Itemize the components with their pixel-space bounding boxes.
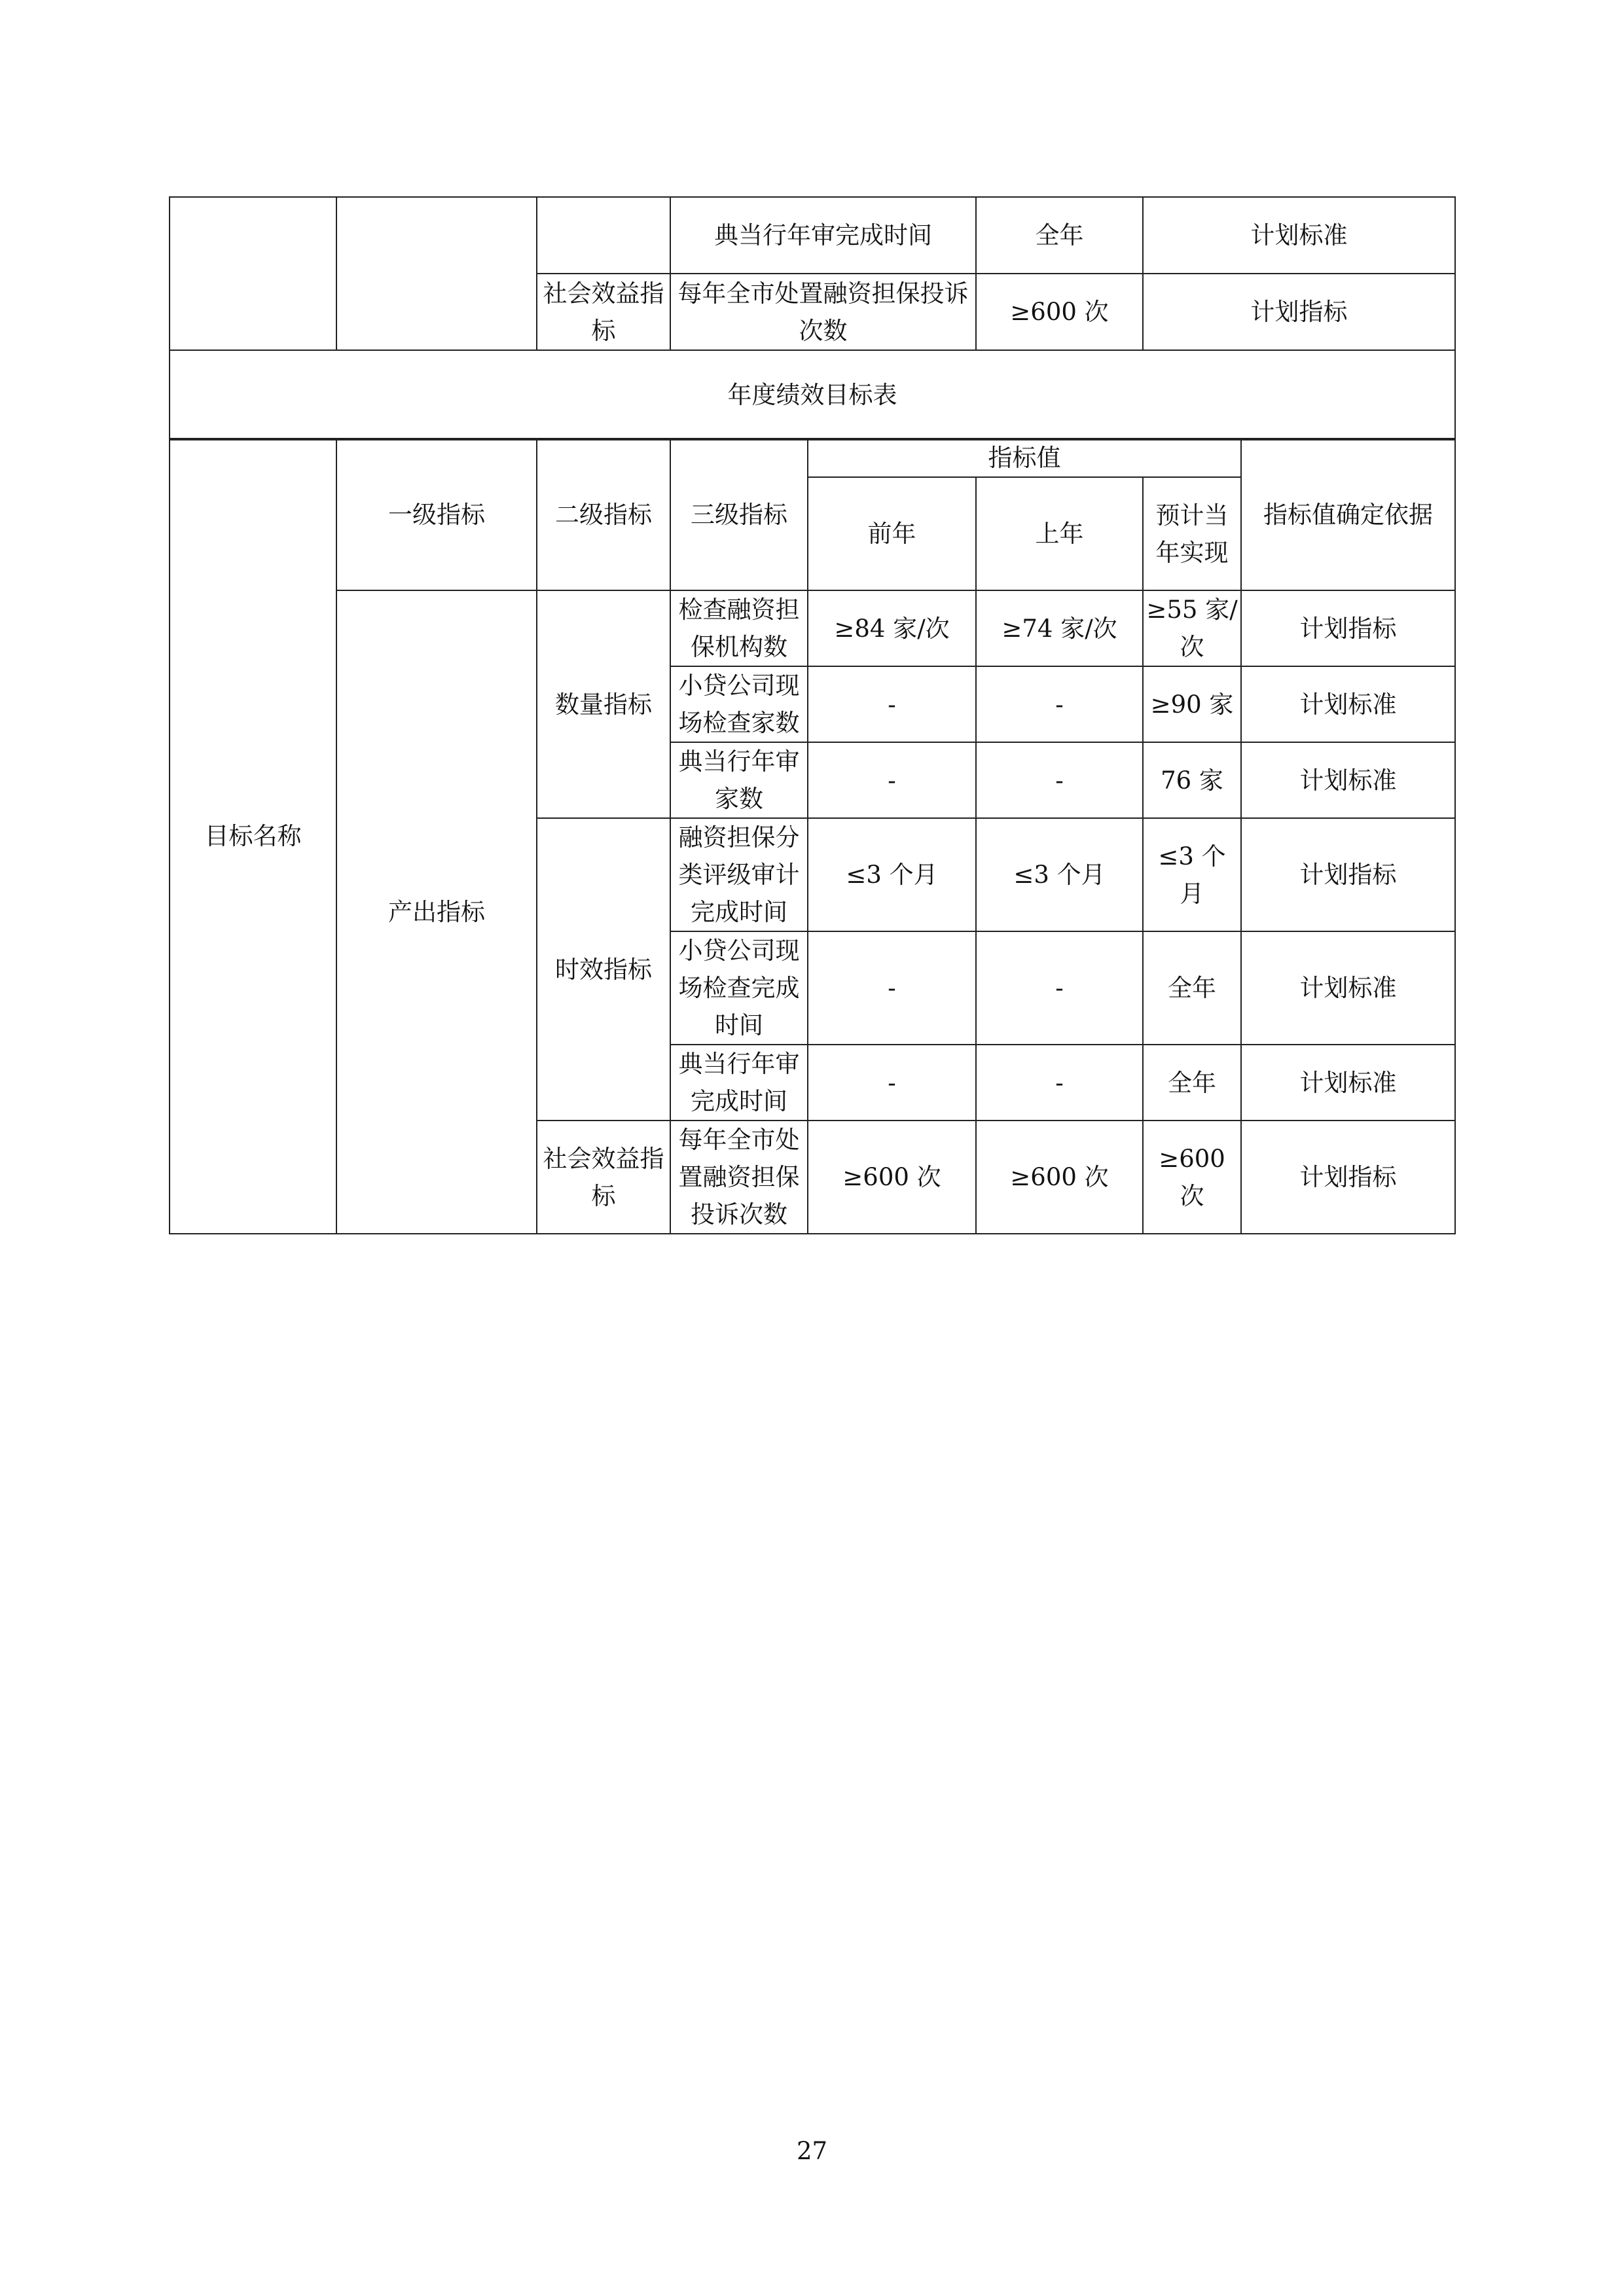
values-header: 指标值: [808, 439, 1241, 477]
page-number: 27: [796, 2137, 828, 2165]
group-social: 社会效益指标: [537, 1121, 670, 1234]
level1-header: 一级指标: [336, 439, 537, 590]
indicator-name: 小贷公司现场检查家数: [670, 666, 808, 742]
expected-value: ≥55 家/次: [1143, 590, 1241, 666]
prev-year-value: -: [808, 1045, 976, 1121]
last-year-value: -: [976, 931, 1143, 1045]
last-year-value: ≥600 次: [976, 1121, 1143, 1234]
last-year-value: ≥74 家/次: [976, 590, 1143, 666]
indicator-name: 小贷公司现场检查完成时间: [670, 931, 808, 1045]
expected-value: 全年: [1143, 1045, 1241, 1121]
continuation-table: [169, 196, 1456, 440]
level2-header: 二级指标: [537, 439, 670, 590]
prev-year-header: 前年: [808, 477, 976, 590]
indicator-name: 每年全市处置融资担保投诉次数: [670, 274, 976, 350]
table-row: [170, 590, 1455, 666]
prev-year-value: ≤3 个月: [808, 818, 976, 931]
last-year-value: -: [976, 666, 1143, 742]
basis-value: 计划指标: [1241, 818, 1455, 931]
expected-value: ≥90 家: [1143, 666, 1241, 742]
expected-header: 预计当年实现: [1143, 477, 1241, 590]
indicator-name: 融资担保分类评级审计完成时间: [670, 818, 808, 931]
performance-target-table: [169, 438, 1456, 1234]
expected-value: 76 家: [1143, 742, 1241, 818]
prev-year-value: -: [808, 931, 976, 1045]
level3-header: 三级指标: [670, 439, 808, 590]
empty-cell: [170, 197, 336, 350]
basis-value: 计划标准: [1241, 666, 1455, 742]
basis-value: 计划指标: [1241, 590, 1455, 666]
basis-header: 指标值确定依据: [1241, 439, 1455, 590]
indicator-name: 每年全市处置融资担保投诉次数: [670, 1121, 808, 1234]
group-quantity: 数量指标: [537, 590, 670, 818]
last-year-header: 上年: [976, 477, 1143, 590]
prev-year-value: ≥600 次: [808, 1121, 976, 1234]
basis-value: 计划标准: [1241, 742, 1455, 818]
indicator-name: 典当行年审家数: [670, 742, 808, 818]
expected-value: ≥600 次: [1143, 1121, 1241, 1234]
indicator-basis: 计划指标: [1143, 274, 1455, 350]
level1-output: 产出指标: [336, 590, 537, 1234]
empty-cell: [336, 197, 537, 350]
last-year-value: -: [976, 742, 1143, 818]
prev-year-value: ≥84 家/次: [808, 590, 976, 666]
indicator-value: 全年: [976, 197, 1143, 274]
basis-value: 计划标准: [1241, 931, 1455, 1045]
prev-year-value: -: [808, 666, 976, 742]
expected-value: ≤3 个月: [1143, 818, 1241, 931]
last-year-value: -: [976, 1045, 1143, 1121]
indicator-name: 检查融资担保机构数: [670, 590, 808, 666]
target-name-label: 目标名称: [170, 439, 336, 1234]
indicator-value: ≥600 次: [976, 274, 1143, 350]
basis-value: 计划指标: [1241, 1121, 1455, 1234]
level2-indicator: 社会效益指标: [537, 274, 670, 350]
expected-value: 全年: [1143, 931, 1241, 1045]
basis-value: 计划标准: [1241, 1045, 1455, 1121]
prev-year-value: -: [808, 742, 976, 818]
empty-cell: [537, 197, 670, 274]
group-time: 时效指标: [537, 818, 670, 1121]
indicator-basis: 计划标准: [1143, 197, 1455, 274]
indicator-name: 典当行年审完成时间: [670, 1045, 808, 1121]
indicator-name: 典当行年审完成时间: [670, 197, 976, 274]
last-year-value: ≤3 个月: [976, 818, 1143, 931]
section-title: 年度绩效目标表: [170, 350, 1455, 440]
